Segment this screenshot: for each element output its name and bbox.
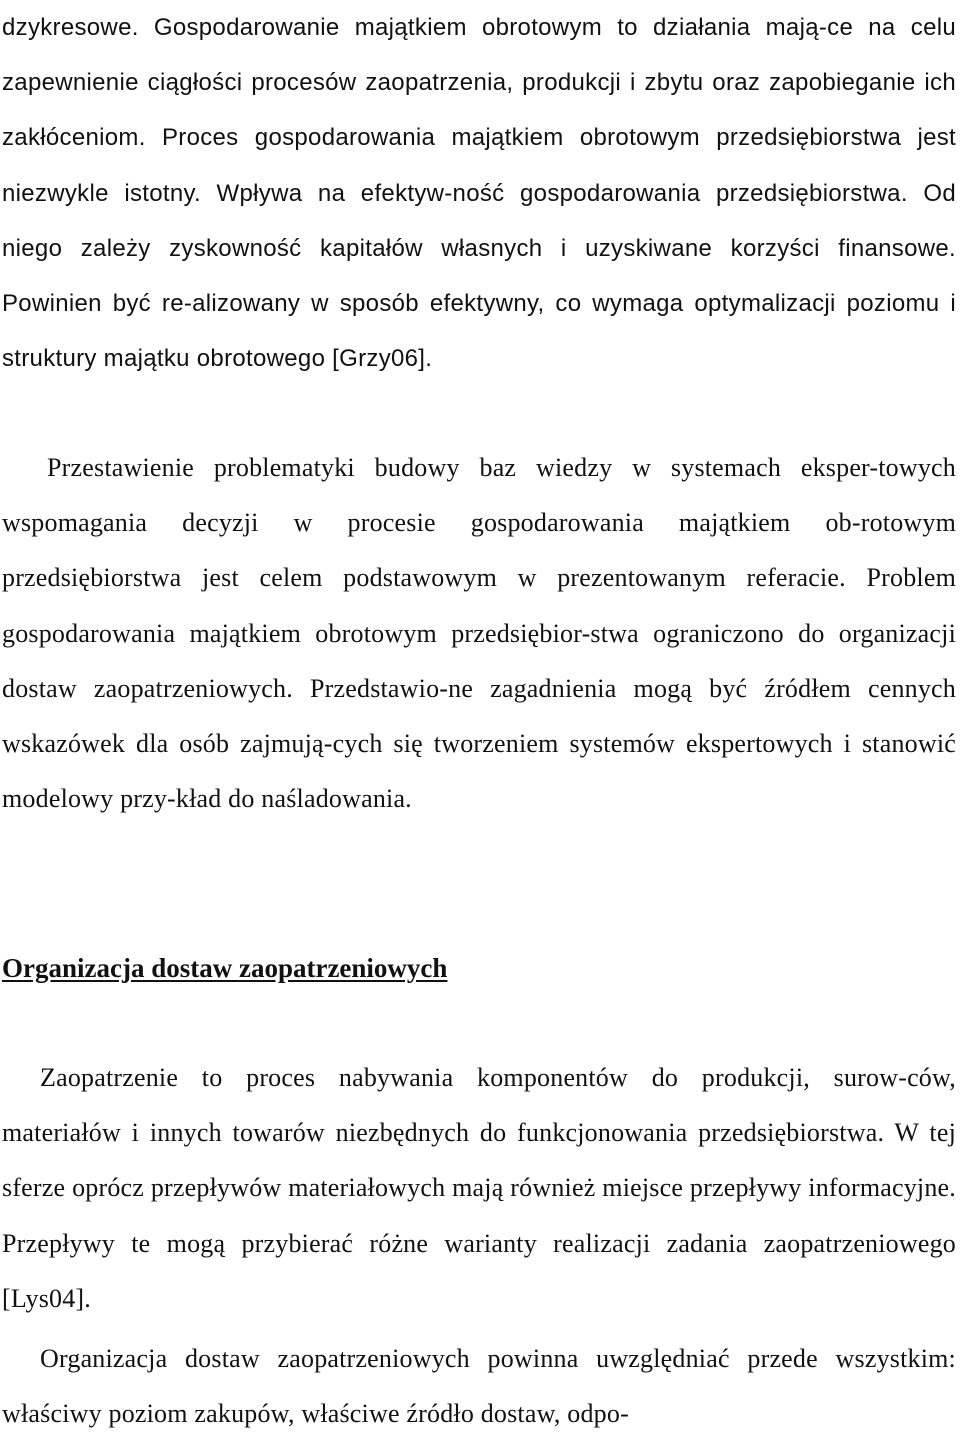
paragraph-referat-goal: Przestawienie problematyki budowy baz wiedzy w systemach eksper-towych wspomagania decyzji w procesie gospodarowania majątkiem ob-rotowym przedsiębiorstwa jest celem podstawowym w prezentowanym referacie. Problem gospodarowania majątkiem obrotowym przedsiębior-stwa ograniczono do organizacji dostaw zaopatrzeniowych. Przedstawio-ne zagadnienia mogą być źródłem cennych wskazówek dla osób zajmują-cych się tworzeniem systemów ekspertowych i stanowić modelowy przy-kład do naśladowania.	[2, 453, 956, 814]
paragraph-organizacja-dostaw: Organizacja dostaw zaopatrzeniowych powinna uwzględniać przede wszystkim: właściwy poziom zakupów, właściwe źródło dostaw, odpo-	[2, 1344, 956, 1429]
paragraph-intro-continuation: dzykresowe. Gospodarowanie majątkiem obrotowym to działania mają-ce na celu zapewnienie ciągłości procesów zaopatrzenia, produkcji i zbytu oraz zapobieganie ich zakłóceniom. Proces gospodarowania majątkiem obrotowym przedsiębiorstwa jest niezwykle istotny. Wpływa na efektyw-ność gospodarowania przedsiębiorstwa. Od niego zależy zyskowność kapitałów własnych i uzyskiwane korzyści finansowe. Powinien być re-alizowany w sposób efektywny, co wymaga optymalizacji poziomu i struktury majątku obrotowego [Grzy06].	[2, 14, 956, 373]
section-heading: Organizacja dostaw zaopatrzeniowych	[2, 953, 448, 983]
paragraph-zaopatrzenie-definition: Zaopatrzenie to proces nabywania komponentów do produkcji, surow-ców, materiałów i innych towarów niezbędnych do funkcjonowania przedsiębiorstwa. W tej sferze oprócz przepływów materiałowych mają również miejsce przepływy informacyjne. Przepływy te mogą przybierać różne warianty realizacji zadania zaopatrzeniowego [Lys04].	[2, 1063, 956, 1313]
